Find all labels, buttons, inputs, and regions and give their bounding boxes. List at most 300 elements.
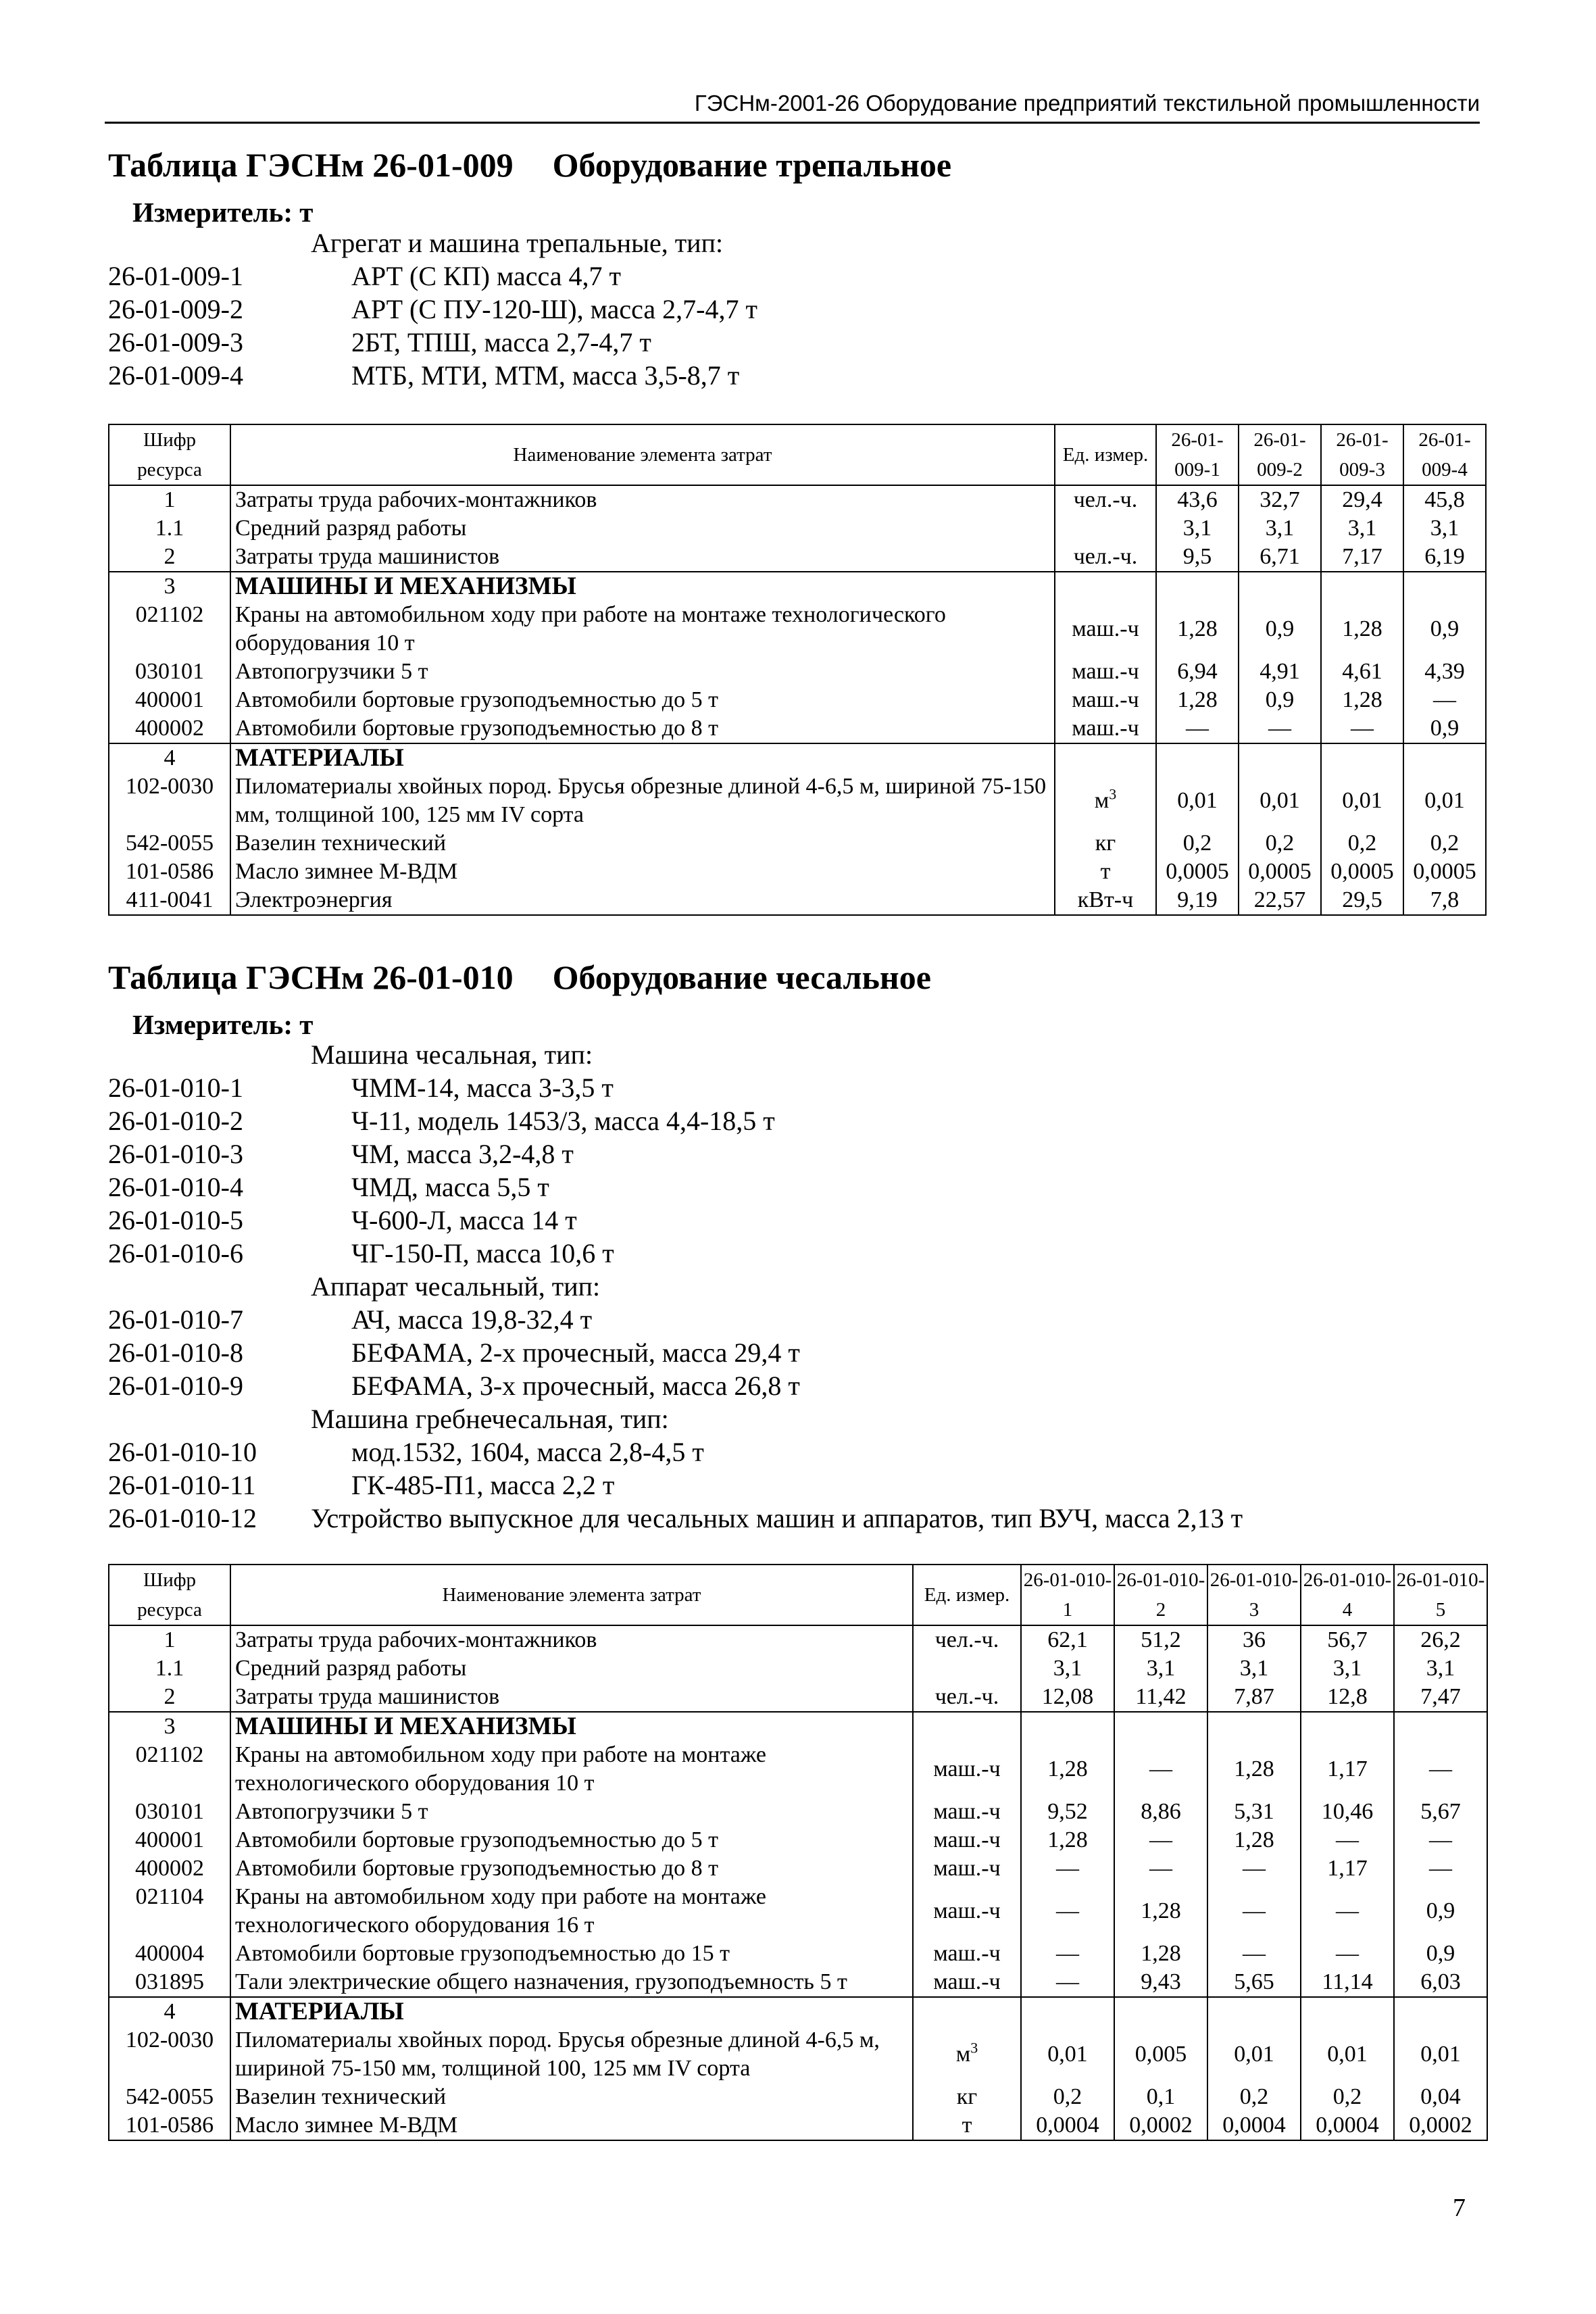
norm-value: 1,28 [1321, 601, 1403, 658]
resource-unit [1055, 886, 1156, 915]
section-row [109, 743, 1486, 772]
column-header-norm: 26-01-010-1 [1021, 1565, 1114, 1625]
norm-code: 26-01-009-4 [108, 360, 243, 391]
column-header-norm: 26-01-009-2 [1239, 424, 1321, 485]
norm-value: 56,7 [1301, 1625, 1394, 1654]
norm-value: 6,71 [1239, 543, 1321, 572]
norm-value: 9,19 [1156, 886, 1239, 915]
norm-value: 3,1 [1156, 514, 1239, 543]
resource-code: 400001 [109, 686, 230, 714]
resource-unit [1055, 572, 1156, 601]
norm-value: — [1301, 1826, 1394, 1854]
norm-code: 26-01-009-2 [108, 294, 243, 324]
norm-value: 7,8 [1403, 886, 1486, 915]
column-header-norm: 26-01-009-1 [1156, 424, 1239, 485]
norm-description: АРТ (С ПУ-120-Ш), масса 2,7-4,7 т [351, 294, 757, 324]
unit-text: маш.-ч [933, 1856, 1001, 1881]
unit-text: чел.-ч. [934, 1627, 999, 1652]
norm-description: ЧММ-14, масса 3-3,5 т [351, 1073, 614, 1103]
running-header-text: ГЭСНм-2001-26 Оборудование предприятий текстильной промышленности [694, 91, 1480, 116]
norm-value [1301, 1997, 1394, 2026]
resource-name: Масло зимнее М-ВДМ [230, 2111, 913, 2140]
norm-value: 0,9 [1403, 714, 1486, 743]
norm-value: 0,04 [1394, 2083, 1487, 2111]
resource-code: 3 [109, 1712, 230, 1741]
table-title [108, 145, 951, 184]
column-header-norm: 26-01-010-4 [1301, 1565, 1394, 1625]
column-header-norm: 26-01-010-3 [1207, 1565, 1301, 1625]
resource-code: 1 [109, 1625, 230, 1654]
table-row [109, 686, 1486, 714]
norm-description: МТБ, МТИ, МТМ, масса 3,5-8,7 т [351, 360, 740, 391]
unit-text: маш.-ч [933, 1827, 1001, 1852]
table-row [109, 1625, 1487, 1654]
norm-value: 12,08 [1021, 1683, 1114, 1712]
resource-name: Затраты труда машинистов [230, 1683, 913, 1712]
norm-code: 26-01-009-3 [108, 327, 243, 358]
table-name: Оборудование трепальное [552, 146, 952, 184]
norm-value: 7,47 [1394, 1683, 1487, 1712]
norm-value: — [1207, 1940, 1301, 1968]
norm-value: 6,19 [1403, 543, 1486, 572]
resource-unit [1055, 514, 1156, 543]
norm-value: — [1021, 1968, 1114, 1997]
resource-unit [1055, 829, 1156, 858]
resource-unit [1055, 743, 1156, 772]
norm-code: 26-01-010-1 [108, 1073, 243, 1103]
norm-value: 9,5 [1156, 543, 1239, 572]
resource-name: Автомобили бортовые грузоподъемностью до 5 т [230, 686, 1055, 714]
unit-superscript: 3 [1109, 785, 1117, 803]
norm-value: 8,86 [1114, 1798, 1207, 1826]
resource-code: 021104 [109, 1883, 230, 1940]
norm-value: 0,0004 [1021, 2111, 1114, 2140]
section-row [109, 1712, 1487, 1741]
resource-unit [913, 1826, 1021, 1854]
running-header [105, 87, 1480, 124]
unit-text: м [1094, 788, 1109, 813]
norm-value: 26,2 [1394, 1625, 1487, 1654]
norm-value: 0,01 [1021, 2026, 1114, 2083]
norm-value: 6,03 [1394, 1968, 1487, 1997]
norm-value [1403, 743, 1486, 772]
norm-value: — [1301, 1883, 1394, 1940]
resource-table [108, 424, 1487, 916]
norm-value [1114, 1997, 1207, 2026]
resource-name: МАШИНЫ И МЕХАНИЗМЫ [230, 1712, 913, 1741]
resource-unit [1055, 658, 1156, 686]
norm-value [1301, 1712, 1394, 1741]
resource-unit [1055, 772, 1156, 829]
norm-value: 0,9 [1239, 601, 1321, 658]
norm-value [1156, 572, 1239, 601]
norm-code: 26-01-010-5 [108, 1205, 243, 1235]
resource-unit [1055, 858, 1156, 886]
norm-value [1114, 1712, 1207, 1741]
norm-description: АРТ (С КП) масса 4,7 т [351, 261, 621, 291]
measure-unit: Измеритель: т [132, 1009, 314, 1040]
resource-name: Тали электрические общего назначения, грузоподъемность 5 т [230, 1968, 913, 1997]
norm-description: БЕФАМА, 3-х прочесный, масса 26,8 т [351, 1371, 800, 1401]
resource-code: 4 [109, 1997, 230, 2026]
resource-code: 1 [109, 485, 230, 514]
unit-text: кг [956, 2084, 978, 2109]
norm-value: 3,1 [1394, 1654, 1487, 1683]
norm-value: 9,43 [1114, 1968, 1207, 1997]
norm-value: 9,52 [1021, 1798, 1114, 1826]
norm-value: 0,9 [1394, 1883, 1487, 1940]
table-row [109, 1826, 1487, 1854]
norm-code: 26-01-010-10 [108, 1437, 257, 1467]
norm-value: 7,17 [1321, 543, 1403, 572]
resource-code: 101-0586 [109, 2111, 230, 2140]
norm-value [1207, 1997, 1301, 2026]
norm-value [1207, 1712, 1301, 1741]
resource-unit [913, 1854, 1021, 1883]
norm-value: — [1114, 1826, 1207, 1854]
table-name: Оборудование чесальное [552, 958, 931, 996]
table-row [109, 543, 1486, 572]
column-header-norm: 26-01-009-3 [1321, 424, 1403, 485]
norm-value: 0,0005 [1239, 858, 1321, 886]
unit-text: маш.-ч [933, 1969, 1001, 1994]
norm-value: 0,01 [1403, 772, 1486, 829]
norm-description: БЕФАМА, 2-х прочесный, масса 29,4 т [351, 1337, 800, 1368]
table-row [109, 1854, 1487, 1883]
page-number: 7 [1453, 2194, 1466, 2222]
norm-value: 0,01 [1394, 2026, 1487, 2083]
norm-value: 1,28 [1207, 1826, 1301, 1854]
norm-value: 62,1 [1021, 1625, 1114, 1654]
norm-value: 3,1 [1207, 1654, 1301, 1683]
table-row [109, 2111, 1487, 2140]
norm-code: 26-01-009-1 [108, 261, 243, 291]
resource-name: Автомобили бортовые грузоподъемностью до 8 т [230, 714, 1055, 743]
measure-unit: Измеритель: т [132, 197, 314, 228]
table-header-row [109, 1565, 1487, 1625]
resource-unit [913, 1683, 1021, 1712]
resource-name: МАТЕРИАЛЫ [230, 1997, 913, 2026]
norm-value: 32,7 [1239, 485, 1321, 514]
norm-value: 1,28 [1321, 686, 1403, 714]
norm-value [1394, 1712, 1487, 1741]
norm-value: 0,0004 [1207, 2111, 1301, 2140]
norm-code: 26-01-010-9 [108, 1371, 243, 1401]
norm-value: 4,39 [1403, 658, 1486, 686]
column-header-code: Шифр ресурса [109, 424, 230, 485]
norm-code: 26-01-010-11 [108, 1470, 256, 1500]
norm-value [1321, 572, 1403, 601]
table-code: Таблица ГЭСНм 26-01-010 [108, 958, 514, 996]
resource-code: 102-0030 [109, 2026, 230, 2083]
unit-text: маш.-ч [933, 1756, 1001, 1781]
norm-value: 7,87 [1207, 1683, 1301, 1712]
norm-description: Ч-11, модель 1453/3, масса 4,4-18,5 т [351, 1106, 775, 1136]
norm-value: — [1114, 1854, 1207, 1883]
table-row [109, 1741, 1487, 1798]
column-header-code: Шифр ресурса [109, 1565, 230, 1625]
resource-name: Автопогрузчики 5 т [230, 658, 1055, 686]
resource-code: 542-0055 [109, 2083, 230, 2111]
unit-text: м [955, 2042, 971, 2067]
table-title [108, 958, 931, 997]
unit-text: кг [1095, 831, 1116, 856]
resource-code: 031895 [109, 1968, 230, 1997]
resource-code: 021102 [109, 1741, 230, 1798]
norm-value: — [1394, 1741, 1487, 1798]
norm-value: 1,28 [1156, 601, 1239, 658]
resource-unit [913, 1997, 1021, 2026]
norm-value [1021, 1712, 1114, 1741]
norm-code: 26-01-010-8 [108, 1337, 243, 1368]
resource-code: 542-0055 [109, 829, 230, 858]
unit-text: маш.-ч [933, 1941, 1001, 1966]
norm-value: 5,67 [1394, 1798, 1487, 1826]
resource-name: Вазелин технический [230, 2083, 913, 2111]
resource-code: 400001 [109, 1826, 230, 1854]
norm-value: 1,28 [1156, 686, 1239, 714]
norm-value: 0,9 [1394, 1940, 1487, 1968]
column-header-unit: Ед. измер. [913, 1565, 1021, 1625]
norm-value: 4,91 [1239, 658, 1321, 686]
norm-description: ГК-485-П1, масса 2,2 т [351, 1470, 615, 1500]
norm-value: 0,0005 [1321, 858, 1403, 886]
norm-value: 0,2 [1403, 829, 1486, 858]
resource-name: Автомобили бортовые грузоподъемностью до 5 т [230, 1826, 913, 1854]
norm-code: 26-01-010-2 [108, 1106, 243, 1136]
norm-value: — [1394, 1854, 1487, 1883]
norm-value [1239, 743, 1321, 772]
resource-name: Затраты труда машинистов [230, 543, 1055, 572]
table-row [109, 1968, 1487, 1997]
norm-value [1321, 743, 1403, 772]
resource-table [108, 1564, 1488, 2141]
norm-group-heading: Машина чесальная, тип: [311, 1039, 593, 1070]
resource-name: Краны на автомобильном ходу при работе на монтаже технологического оборудования 10 т [230, 601, 1055, 658]
resource-unit [1055, 714, 1156, 743]
table-row [109, 485, 1486, 514]
norm-value: 0,0002 [1114, 2111, 1207, 2140]
resource-unit [1055, 485, 1156, 514]
norm-group-heading: Устройство выпускное для чесальных машин и аппаратов, тип ВУЧ, масса 2,13 т [311, 1503, 1243, 1533]
norm-value: 0,0005 [1156, 858, 1239, 886]
resource-name: Масло зимнее М-ВДМ [230, 858, 1055, 886]
resource-name: Автомобили бортовые грузоподъемностью до 15 т [230, 1940, 913, 1968]
table-row [109, 2026, 1487, 2083]
resource-code: 2 [109, 543, 230, 572]
norm-value: 36 [1207, 1625, 1301, 1654]
resource-unit [913, 1625, 1021, 1654]
norm-description: АЧ, масса 19,8-32,4 т [351, 1304, 593, 1335]
norm-value: — [1403, 686, 1486, 714]
norm-value: — [1021, 1883, 1114, 1940]
resource-unit [913, 1654, 1021, 1683]
norm-value: 3,1 [1239, 514, 1321, 543]
norm-value: 11,42 [1114, 1683, 1207, 1712]
norm-description: ЧМД, масса 5,5 т [351, 1172, 549, 1202]
resource-unit [913, 1741, 1021, 1798]
norm-value: 1,17 [1301, 1741, 1394, 1798]
norm-description: Ч-600-Л, масса 14 т [351, 1205, 577, 1235]
resource-unit [913, 1883, 1021, 1940]
resource-unit [913, 2111, 1021, 2140]
section-row [109, 1997, 1487, 2026]
unit-text: кВт-ч [1077, 887, 1134, 912]
norm-value: 0,0002 [1394, 2111, 1487, 2140]
norm-value: 29,5 [1321, 886, 1403, 915]
norm-value: 1,17 [1301, 1854, 1394, 1883]
unit-text: маш.-ч [1072, 659, 1139, 684]
resource-code: 030101 [109, 1798, 230, 1826]
table-row [109, 1654, 1487, 1683]
resource-unit [1055, 601, 1156, 658]
norm-value: 5,31 [1207, 1798, 1301, 1826]
norm-description: ЧГ-150-П, масса 10,6 т [351, 1238, 614, 1269]
table-row [109, 601, 1486, 658]
column-header-norm: 26-01-010-5 [1394, 1565, 1487, 1625]
norm-value: 0,2 [1021, 2083, 1114, 2111]
resource-code: 030101 [109, 658, 230, 686]
norm-value: — [1394, 1826, 1487, 1854]
norm-value: 5,65 [1207, 1968, 1301, 1997]
norm-value [1239, 572, 1321, 601]
table-row [109, 514, 1486, 543]
resource-code: 2 [109, 1683, 230, 1712]
norm-code: 26-01-010-6 [108, 1238, 243, 1269]
unit-text: маш.-ч [1072, 716, 1139, 741]
column-header-norm: 26-01-009-4 [1403, 424, 1486, 485]
resource-name: Пиломатериалы хвойных пород. Брусья обрезные длиной 4-6,5 м, шириной 75-150 мм, толщиной 100, 125 мм IV сорта [230, 772, 1055, 829]
resource-unit [913, 1968, 1021, 1997]
unit-text: маш.-ч [933, 1898, 1001, 1923]
resource-name: МАТЕРИАЛЫ [230, 743, 1055, 772]
table-header-row [109, 424, 1486, 485]
norm-value: 1,28 [1207, 1741, 1301, 1798]
resource-name: Затраты труда рабочих-монтажников [230, 1625, 913, 1654]
table-row [109, 772, 1486, 829]
norm-value: 3,1 [1021, 1654, 1114, 1683]
norm-value: 0,2 [1207, 2083, 1301, 2111]
table-row [109, 1798, 1487, 1826]
norm-value: 1,28 [1114, 1883, 1207, 1940]
norm-value: 3,1 [1321, 514, 1403, 543]
norm-value: 0,2 [1301, 2083, 1394, 2111]
norm-value: — [1207, 1854, 1301, 1883]
unit-text: маш.-ч [933, 1799, 1001, 1824]
resource-unit [913, 1712, 1021, 1741]
table-code: Таблица ГЭСНм 26-01-009 [108, 146, 514, 184]
norm-value: — [1301, 1940, 1394, 1968]
column-header-name: Наименование элемента затрат [230, 424, 1055, 485]
norm-value: 0,01 [1207, 2026, 1301, 2083]
norm-value [1394, 1997, 1487, 2026]
resource-name: Средний разряд работы [230, 514, 1055, 543]
table-row [109, 1940, 1487, 1968]
resource-code: 3 [109, 572, 230, 601]
table-row [109, 2083, 1487, 2111]
norm-value: 0,2 [1321, 829, 1403, 858]
norm-value: 3,1 [1114, 1654, 1207, 1683]
norm-value: 0,01 [1301, 2026, 1394, 2083]
section-row [109, 572, 1486, 601]
resource-unit [1055, 686, 1156, 714]
resource-name: Затраты труда рабочих-монтажников [230, 485, 1055, 514]
norm-value: 1,28 [1021, 1826, 1114, 1854]
norm-description: мод.1532, 1604, масса 2,8-4,5 т [351, 1437, 704, 1467]
norm-value: 12,8 [1301, 1683, 1394, 1712]
norm-value: 0,2 [1156, 829, 1239, 858]
norm-value: 1,28 [1114, 1940, 1207, 1968]
resource-code: 1.1 [109, 1654, 230, 1683]
norm-value: 0,9 [1239, 686, 1321, 714]
norm-value: 3,1 [1403, 514, 1486, 543]
resource-code: 4 [109, 743, 230, 772]
norm-value: 0,005 [1114, 2026, 1207, 2083]
norm-value: — [1021, 1854, 1114, 1883]
resource-name: МАШИНЫ И МЕХАНИЗМЫ [230, 572, 1055, 601]
resource-code: 400004 [109, 1940, 230, 1968]
norm-value: — [1207, 1883, 1301, 1940]
norm-value: 1,28 [1021, 1741, 1114, 1798]
resource-unit [1055, 543, 1156, 572]
norm-value [1156, 743, 1239, 772]
resource-unit [913, 1798, 1021, 1826]
norm-value: — [1156, 714, 1239, 743]
norm-code: 26-01-010-3 [108, 1139, 243, 1169]
unit-superscript: 3 [970, 2039, 978, 2057]
resource-unit [913, 1940, 1021, 1968]
resource-name: Вазелин технический [230, 829, 1055, 858]
norm-value: 0,2 [1239, 829, 1321, 858]
unit-text: чел.-ч. [1073, 544, 1138, 569]
norm-group-heading: Машина гребнечесальная, тип: [311, 1404, 669, 1434]
norm-group-heading: Агрегат и машина трепальные, тип: [311, 228, 724, 258]
norm-value: 4,61 [1321, 658, 1403, 686]
table-row [109, 1683, 1487, 1712]
norm-value: 0,0004 [1301, 2111, 1394, 2140]
unit-text: т [1100, 859, 1111, 884]
norm-value: 0,01 [1156, 772, 1239, 829]
unit-text: чел.-ч. [1073, 487, 1138, 512]
norm-value: 29,4 [1321, 485, 1403, 514]
norm-value: 0,01 [1239, 772, 1321, 829]
norm-code: 26-01-010-12 [108, 1503, 257, 1533]
resource-code: 102-0030 [109, 772, 230, 829]
norm-value [1021, 1997, 1114, 2026]
resource-code: 101-0586 [109, 858, 230, 886]
norm-value: 11,14 [1301, 1968, 1394, 1997]
resource-name: Краны на автомобильном ходу при работе на монтаже технологического оборудования 10 т [230, 1741, 913, 1798]
resource-unit [913, 2083, 1021, 2111]
column-header-norm: 26-01-010-2 [1114, 1565, 1207, 1625]
resource-code: 400002 [109, 1854, 230, 1883]
norm-description: ЧМ, масса 3,2-4,8 т [351, 1139, 574, 1169]
norm-value: 3,1 [1301, 1654, 1394, 1683]
resource-name: Средний разряд работы [230, 1654, 913, 1683]
norm-value: 45,8 [1403, 485, 1486, 514]
resource-code: 021102 [109, 601, 230, 658]
norm-value: 6,94 [1156, 658, 1239, 686]
table-row [109, 858, 1486, 886]
norm-description: 2БТ, ТПШ, масса 2,7-4,7 т [351, 327, 651, 358]
column-header-name: Наименование элемента затрат [230, 1565, 913, 1625]
norm-value: — [1021, 1940, 1114, 1968]
norm-value: — [1114, 1741, 1207, 1798]
resource-name: Пиломатериалы хвойных пород. Брусья обрезные длиной 4-6,5 м, шириной 75-150 мм, толщиной 100, 125 мм IV сорта [230, 2026, 913, 2083]
resource-code: 400002 [109, 714, 230, 743]
norm-value: 0,1 [1114, 2083, 1207, 2111]
norm-value: 43,6 [1156, 485, 1239, 514]
